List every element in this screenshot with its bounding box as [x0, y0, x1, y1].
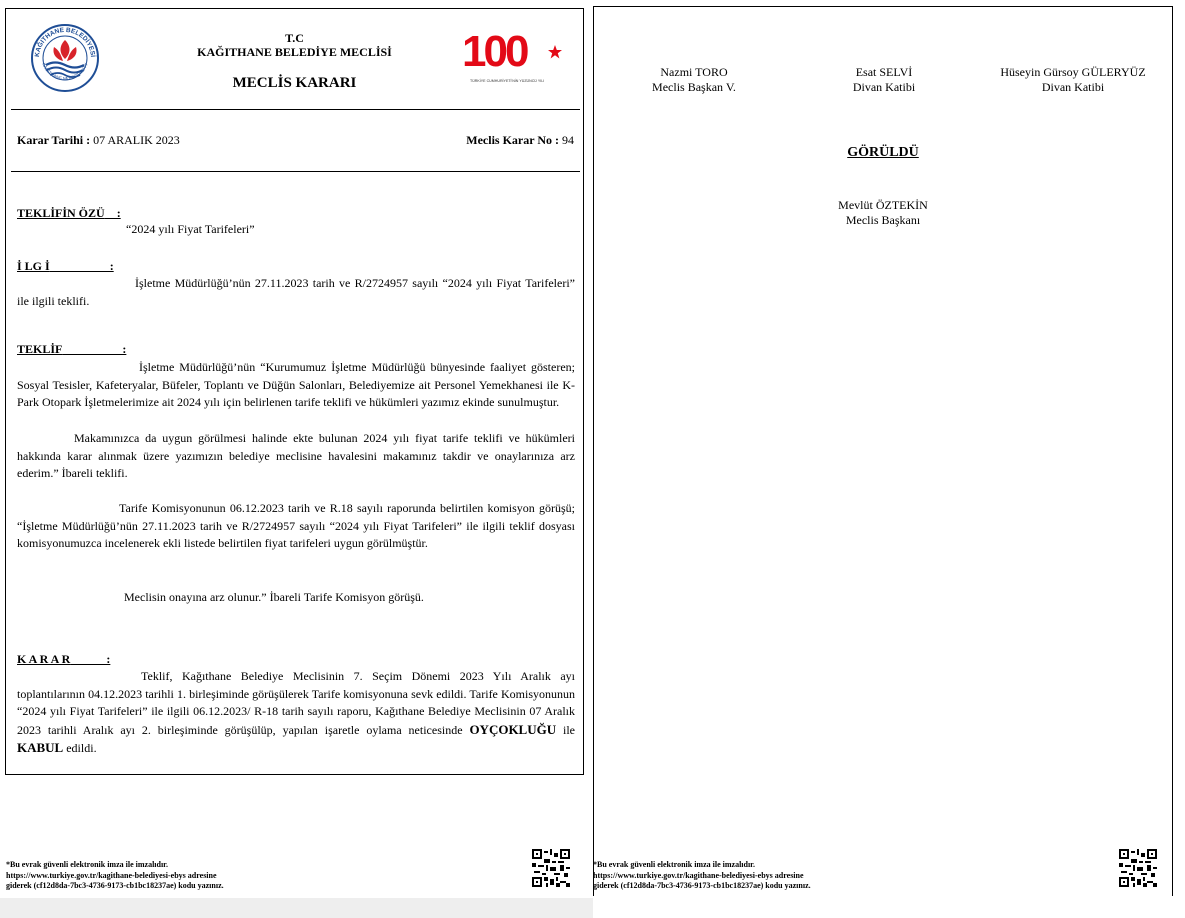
- commission-paragraph-1: Tarife Komisyonunun 06.12.2023 tarih ve R.18 sayılı raporunda belirtilen komisyon görüşü; “İşletme Müdürlüğü’nün 27.11.2023 tarih ve R/2724957 sayılı “2024 yılı Fiyat Tarifeleri” ile ilgili teklif dosyası komisyonumuzca incelenerek ekli listede belirtilen fiyat tarifeleri uygun görülmüştür.: [17, 501, 575, 550]
- signature-name: Nazmi TORO: [660, 65, 728, 79]
- footer-line-3: giderek (cf12d8da-7bc3-4736-9173-cb1bc18237ae) kodu yazınız.: [593, 881, 811, 890]
- decision-number-value: 94: [562, 133, 574, 147]
- karar-result-oycoklugu: OYÇOKLUĞU: [469, 721, 557, 737]
- decision-number-label: Meclis Karar No :: [466, 133, 559, 147]
- signature-title: Divan Katibi: [1041, 80, 1105, 94]
- esignature-footer-left: [6, 860, 224, 892]
- divider: [11, 109, 580, 110]
- commission-paragraph-2: Meclisin onayına arz olunur.” İbareli Tarife Komisyon görüşü.: [124, 590, 424, 604]
- star-icon: [548, 45, 562, 59]
- signature-name: Esat SELVİ: [855, 65, 913, 79]
- approval-name: Mevlüt ÖZTEKİN: [838, 198, 928, 212]
- section-label-teklif: TEKLİF :: [17, 342, 127, 356]
- esignature-footer-right: [593, 860, 811, 892]
- approval-title: Meclis Başkanı: [845, 213, 921, 227]
- header-council: KAĞITHANE BELEDİYE MECLİSİ: [197, 45, 392, 59]
- footer-line-2: https://www.turkiye.gov.tr/kagithane-belediyesi-ebys adresine: [593, 870, 804, 880]
- decision-date: [17, 133, 180, 148]
- karar-text-mid: ile: [563, 722, 576, 737]
- divider: [11, 171, 580, 172]
- decision-date-label: Karar Tarihi :: [17, 133, 91, 147]
- decision-page-right: [593, 6, 1173, 896]
- ozu-text: “2024 yılı Fiyat Tarifeleri”: [126, 222, 255, 236]
- bottom-band: [0, 898, 593, 918]
- section-label-ilgi: İ LG İ :: [17, 259, 114, 273]
- qr-code-icon[interactable]: [1119, 849, 1157, 887]
- ilgi-text: İşletme Müdürlüğü’nün 27.11.2023 tarih ve R/2724957 sayılı “2024 yılı Fiyat Tarifeleri” ile ilgili teklifi.: [17, 276, 575, 308]
- centennial-number: 100: [462, 27, 527, 76]
- signature-block: [804, 65, 964, 95]
- decision-date-value: 07 ARALIK 2023: [93, 133, 180, 147]
- logo-ring-text: KAĞITHANE BELEDİYESİ: [33, 26, 96, 58]
- teklif-paragraph-2: Makamınızca da uygun görülmesi halinde ekte bulunan 2024 yılı fiyat tarife teklifi ve hükümleri hakkında karar alınmak üzere yazımızın belediye meclisine havalesini makamınız takdir ve onaylarınıza arz ederim.” İbareli teklifi.: [17, 431, 575, 480]
- qr-code-icon[interactable]: [532, 849, 570, 887]
- signature-title: Meclis Başkan V.: [652, 80, 736, 94]
- signature-title: Divan Katibi: [852, 80, 916, 94]
- logo-bottom-text: KAĞITHANE MUNICIPALITY: [41, 62, 89, 82]
- signature-block: [614, 65, 774, 95]
- approval-label: GÖRÜLDÜ: [847, 145, 919, 160]
- signature-block: [978, 65, 1168, 95]
- karar-text-main: Teklif, Kağıthane Belediye Meclisinin 7. Seçim Dönemi 2023 Yılı Aralık ayı toplantılarının 04.12.2023 tarihli 1. birleşiminde görüşülerek Tarife komisyonuna sevk edildi. Tarife Komisyonunun “2024 yılı Fiyat Tarifeleri” ile ilgili 06.12.2023/ R-18 tarih sayılı raporu, Kağıthane Belediye Meclisinin 07 Aralık 2023 tarihli Aralık ayı 2. birleşiminde görüşülüp, yapılan işaretle oylama neticesinde: [17, 669, 575, 737]
- centennial-logo: [462, 29, 564, 89]
- karar-text: [17, 668, 575, 758]
- signature-name: Hüseyin Gürsoy GÜLERYÜZ: [1000, 65, 1146, 79]
- karar-text-end: edildi.: [66, 741, 97, 755]
- teklif-paragraph-1: İşletme Müdürlüğü’nün “Kurumumuz İşletme Müdürlüğü bünyesinde faaliyet gösteren; Sosyal Tesisler, Kafeteryalar, Büfeler, Toplantı ve Düğün Salonları, Belediyemize ait Personel Yemekhanesi ile K-Park Otopark İşletmelerimize ait 2024 yılı için belirlenen tarife teklifi ve hükümleri yazımız ekinde sunulmuştur.: [17, 360, 575, 409]
- centennial-caption: TÜRKİYE CUMHURİYETİ'NİN YÜZÜNCÜ YILI: [470, 79, 545, 83]
- section-label-karar: K A R A R :: [17, 652, 111, 666]
- footer-line-3: giderek (cf12d8da-7bc3-4736-9173-cb1bc18237ae) kodu yazınız.: [6, 881, 224, 890]
- footer-line-2: https://www.turkiye.gov.tr/kagithane-belediyesi-ebys adresine: [6, 870, 217, 880]
- decision-page-left: [5, 8, 584, 775]
- approval-signature: [783, 198, 983, 228]
- decision-number: [466, 133, 574, 148]
- footer-line-1: *Bu evrak güvenli elektronik imza ile imzalıdır.: [593, 860, 755, 869]
- footer-line-1: *Bu evrak güvenli elektronik imza ile imzalıdır.: [6, 860, 168, 869]
- section-label-ozu: TEKLİFİN ÖZÜ :: [17, 206, 121, 220]
- karar-result-kabul: KABUL: [17, 740, 64, 755]
- header-tc: T.C: [285, 31, 304, 45]
- document-title: MECLİS KARARI: [232, 75, 357, 91]
